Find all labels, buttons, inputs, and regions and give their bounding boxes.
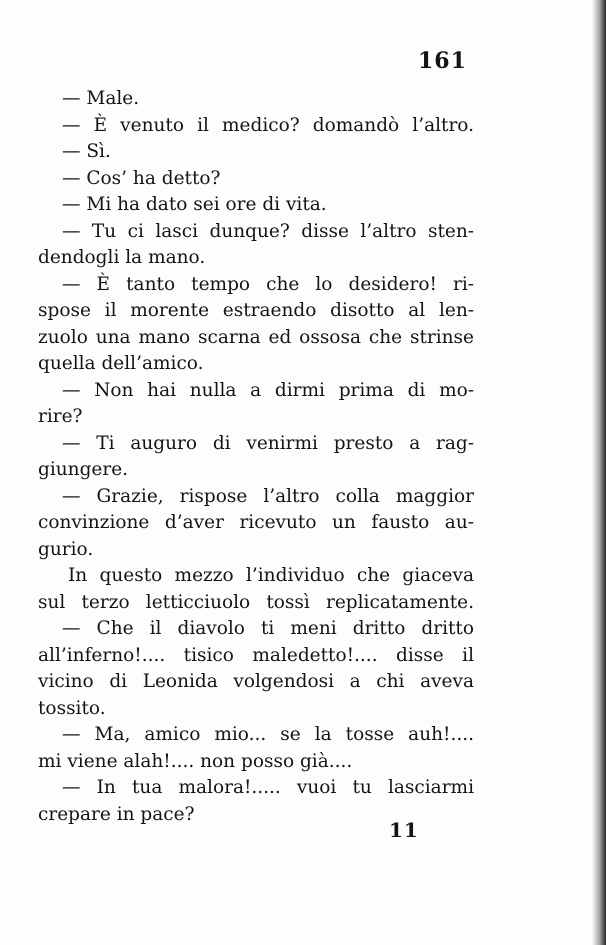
text-line: mi viene alah!.... non posso già.... xyxy=(38,750,353,772)
text-line: — È venuto il medico? domandò l’altro. xyxy=(62,114,474,136)
text-line: giungere. xyxy=(38,459,129,480)
text-line: all’inferno!.... tisico maledetto!.... disse il xyxy=(38,644,474,666)
page-number: 161 xyxy=(418,48,467,74)
text-line: tossito. xyxy=(38,697,106,719)
text-line: quella dell’amico. xyxy=(38,353,204,374)
signature-mark: 11 xyxy=(389,818,419,842)
text-line: — Grazie, rispose l’altro colla maggior xyxy=(62,485,474,507)
text-line: zuolo una mano scarna ed ossosa che strinse xyxy=(38,326,474,348)
text-line: spose il morente estraendo disotto al len- xyxy=(38,300,474,321)
page-edge-shadow xyxy=(592,0,606,945)
text-line: rire? xyxy=(38,406,83,427)
text-line: gurio. xyxy=(38,538,94,560)
text-line: — Ti auguro di venirmi presto a rag- xyxy=(62,432,474,454)
text-line: — Non hai nulla a dirmi prima di mo- xyxy=(62,379,474,401)
text-line: — È tanto tempo che lo desidero! ri- xyxy=(62,273,474,295)
text-line: — Tu ci lasci dunque? disse l’altro sten- xyxy=(62,220,474,242)
text-line: sul terzo letticciuolo tossì replicatamente. xyxy=(38,591,474,613)
text-line: — Ma, amico mio... se la tosse auh!.... xyxy=(62,724,474,745)
text-line: — Sì. xyxy=(62,141,111,162)
text-line: — In tua malora!..... vuoi tu lasciarmi xyxy=(62,777,474,798)
text-line: vicino di Leonida volgendosi a chi aveva xyxy=(38,671,474,692)
text-line: In questo mezzo l’individuo che giaceva xyxy=(68,565,474,586)
text-line: — Mi ha dato sei ore di vita. xyxy=(62,194,327,215)
text-line: convinzione d’aver ricevuto un fausto au- xyxy=(38,512,474,533)
text-line: crepare in pace? xyxy=(38,803,195,825)
body-text xyxy=(38,86,474,828)
text-line: dendogli la mano. xyxy=(38,247,206,268)
text-line: — Cos’ ha detto? xyxy=(62,167,221,189)
text-line: — Che il diavolo ti meni dritto dritto xyxy=(62,618,474,639)
text-line: — Male. xyxy=(62,88,140,109)
